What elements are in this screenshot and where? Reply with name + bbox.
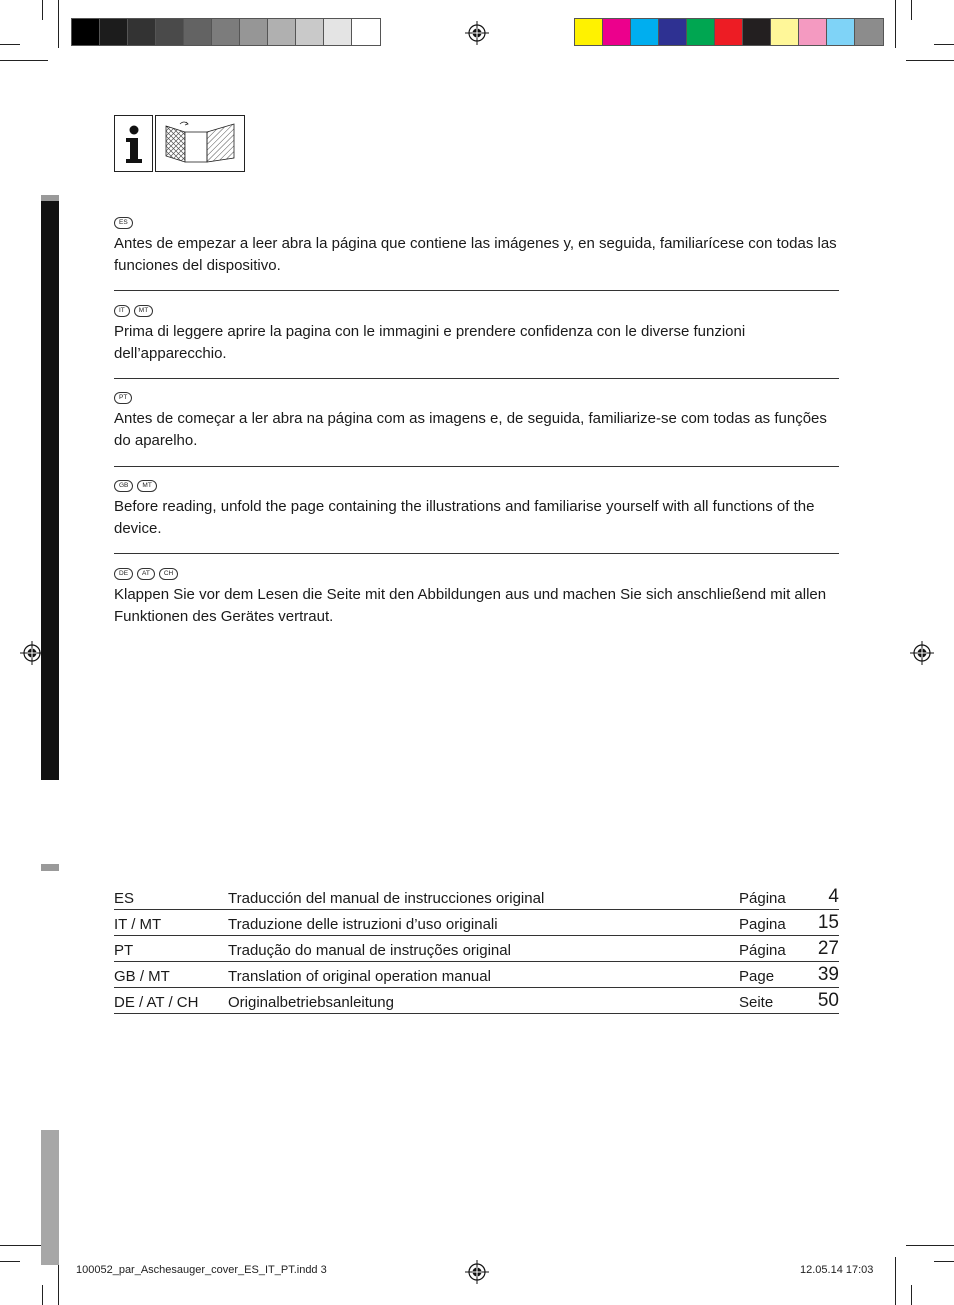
crop-mark (906, 1245, 954, 1246)
toc-page-number: 15 (801, 910, 839, 936)
color-swatch (603, 19, 631, 45)
country-badge: PT (114, 392, 132, 404)
color-swatch (352, 19, 380, 45)
toc-title: Traduzione delle istruzioni d’uso originali (228, 910, 739, 936)
crop-mark (895, 0, 896, 48)
section-text: Antes de empezar a leer abra la página que contiene las imágenes y, en seguida, familiarícese con todas las funciones del dispositivo. (114, 235, 837, 274)
footer-timestamp: 12.05.14 17:03 (800, 1264, 874, 1276)
country-badge: MT (134, 305, 153, 317)
color-swatch (240, 19, 268, 45)
crop-mark (934, 44, 954, 45)
crop-mark (934, 1261, 954, 1262)
toc-title: Translation of original operation manual (228, 962, 739, 988)
crop-mark (911, 0, 912, 20)
section-text: Klappen Sie vor dem Lesen die Seite mit den Abbildungen aus und machen Sie sich anschließend mit allen Funktionen des Gerätes vertraut. (114, 586, 827, 625)
toc-page-number: 39 (801, 962, 839, 988)
color-swatch (268, 19, 296, 45)
registration-mark-icon (910, 641, 934, 665)
section-text: Antes de começar a ler abra na página com as imagens e, de seguida, familiarize-se com todas as funções do aparelho. (114, 410, 827, 449)
crop-mark (895, 1257, 896, 1305)
side-tab-gray-bottom (41, 1130, 59, 1265)
registration-mark-icon (465, 21, 489, 45)
toc-page-number: 50 (801, 988, 839, 1014)
crop-mark (906, 60, 954, 61)
side-tab-gray-small (41, 864, 59, 871)
toc-page-label: Página (739, 936, 801, 962)
toc-row[interactable] (114, 962, 839, 988)
color-swatch (743, 19, 771, 45)
language-section-de-at-ch (114, 568, 839, 628)
language-section-pt (114, 392, 839, 452)
toc-page-label: Page (739, 962, 801, 988)
color-bar (574, 18, 884, 46)
color-swatch (799, 19, 827, 45)
side-tab-black (41, 195, 59, 780)
section-text: Before reading, unfold the page containing the illustrations and familiarise yourself with all functions of the device. (114, 498, 815, 537)
toc-page-number: 4 (801, 884, 839, 910)
toc-language-code: ES (114, 884, 228, 910)
crop-mark (0, 60, 48, 61)
footer-filename: 100052_par_Aschesauger_cover_ES_IT_PT.indd 3 (76, 1264, 327, 1276)
color-swatch (324, 19, 352, 45)
country-badge: IT (114, 305, 130, 317)
toc-page-number: 27 (801, 936, 839, 962)
registration-mark-icon (465, 1260, 489, 1284)
color-swatch (715, 19, 743, 45)
country-badge: ES (114, 217, 133, 229)
toc-row[interactable] (114, 910, 839, 936)
color-swatch (631, 19, 659, 45)
unfold-page-icon (155, 115, 245, 172)
toc-language-code: PT (114, 936, 228, 962)
country-badge: AT (137, 568, 155, 580)
country-badge: CH (159, 568, 178, 580)
crop-mark (911, 1285, 912, 1305)
toc-language-code: IT / MT (114, 910, 228, 936)
section-text: Prima di leggere aprire la pagina con le immagini e prendere confidenza con le diverse funzioni dell’apparecchio. (114, 323, 746, 362)
color-swatch (575, 19, 603, 45)
toc-title: Traducción del manual de instrucciones original (228, 884, 739, 910)
side-tab-gray-top (41, 195, 59, 201)
crop-mark (42, 1285, 43, 1305)
toc-language-code: GB / MT (114, 962, 228, 988)
color-swatch (855, 19, 883, 45)
color-swatch (184, 19, 212, 45)
grayscale-bar (71, 18, 381, 46)
language-section-es (114, 217, 839, 277)
crop-mark (0, 1261, 20, 1262)
toc-page-label: Seite (739, 988, 801, 1014)
color-swatch (771, 19, 799, 45)
toc-language-code: DE / AT / CH (114, 988, 228, 1014)
section-divider (114, 553, 839, 554)
toc-page-label: Página (739, 884, 801, 910)
color-swatch (687, 19, 715, 45)
toc-row[interactable] (114, 936, 839, 962)
toc-title: Tradução do manual de instruções original (228, 936, 739, 962)
toc-title: Originalbetriebsanleitung (228, 988, 739, 1014)
section-divider (114, 466, 839, 467)
country-badge: DE (114, 568, 133, 580)
color-swatch (827, 19, 855, 45)
language-section-gb-mt (114, 480, 839, 540)
table-of-contents (114, 884, 839, 1014)
country-badge: GB (114, 480, 133, 492)
toc-row[interactable] (114, 884, 839, 910)
color-swatch (212, 19, 240, 45)
color-swatch (100, 19, 128, 45)
toc-row[interactable] (114, 988, 839, 1014)
crop-mark (58, 0, 59, 48)
section-divider (114, 378, 839, 379)
color-swatch (128, 19, 156, 45)
toc-page-label: Pagina (739, 910, 801, 936)
color-swatch (72, 19, 100, 45)
color-swatch (659, 19, 687, 45)
section-divider (114, 290, 839, 291)
country-badge: MT (137, 480, 156, 492)
color-swatch (156, 19, 184, 45)
color-swatch (296, 19, 324, 45)
crop-mark (42, 0, 43, 20)
language-section-it-mt (114, 305, 839, 365)
crop-mark (0, 44, 20, 45)
info-icon (114, 115, 153, 172)
